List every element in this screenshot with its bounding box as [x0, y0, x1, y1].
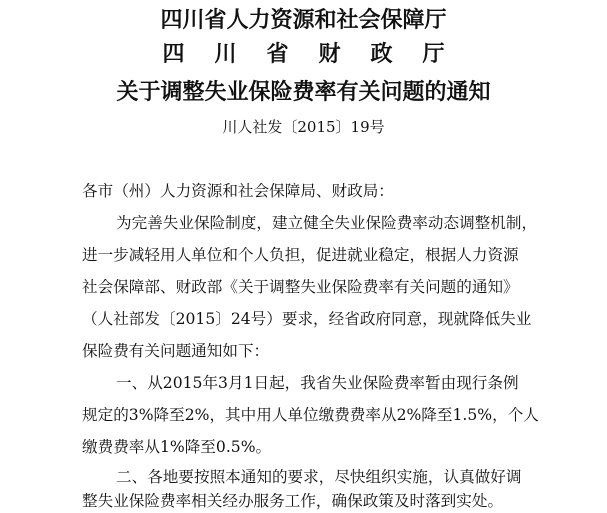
body-line: （人社部发〔2015〕24号）要求，经省政府同意，现就降低失业 [82, 310, 532, 328]
body-line: 为完善失业保险制度，建立健全失业保险费率动态调整机制， [116, 214, 538, 232]
body-line: 二、各地要按照本通知的要求，尽快组织实施，认真做好调 [116, 468, 522, 486]
document-title: 关于调整失业保险费率有关问题的通知 [116, 80, 491, 105]
body-line: 整失业保险费率相关经办服务工作，确保政策及时落到实处。 [82, 492, 504, 510]
body-line: 缴费费率从1%降至0.5%。 [82, 438, 272, 456]
body-line: 规定的3%降至2%，其中用人单位缴费费率从2%降至1.5%，个人 [82, 406, 539, 424]
salutation: 各市（州）人力资源和社会保障局、财政局： [82, 182, 394, 200]
issuer-line-1: 四川省人力资源和社会保障厅 [160, 8, 447, 33]
body-line: 进一步减轻用人单位和个人负担，促进就业稳定，根据人力资源 [82, 246, 519, 264]
body-line: 保险费有关问题通知如下： [82, 342, 270, 360]
issuer-line-2: 四川省财政厅 [162, 42, 475, 67]
body-line: 社会保障部、财政部《关于调整失业保险费率有关问题的通知》 [82, 278, 519, 296]
document-number: 川人社发〔2015〕19号 [222, 118, 385, 136]
body-line: 一、从2015年3月1日起，我省失业保险费率暂由现行条例 [116, 374, 519, 392]
